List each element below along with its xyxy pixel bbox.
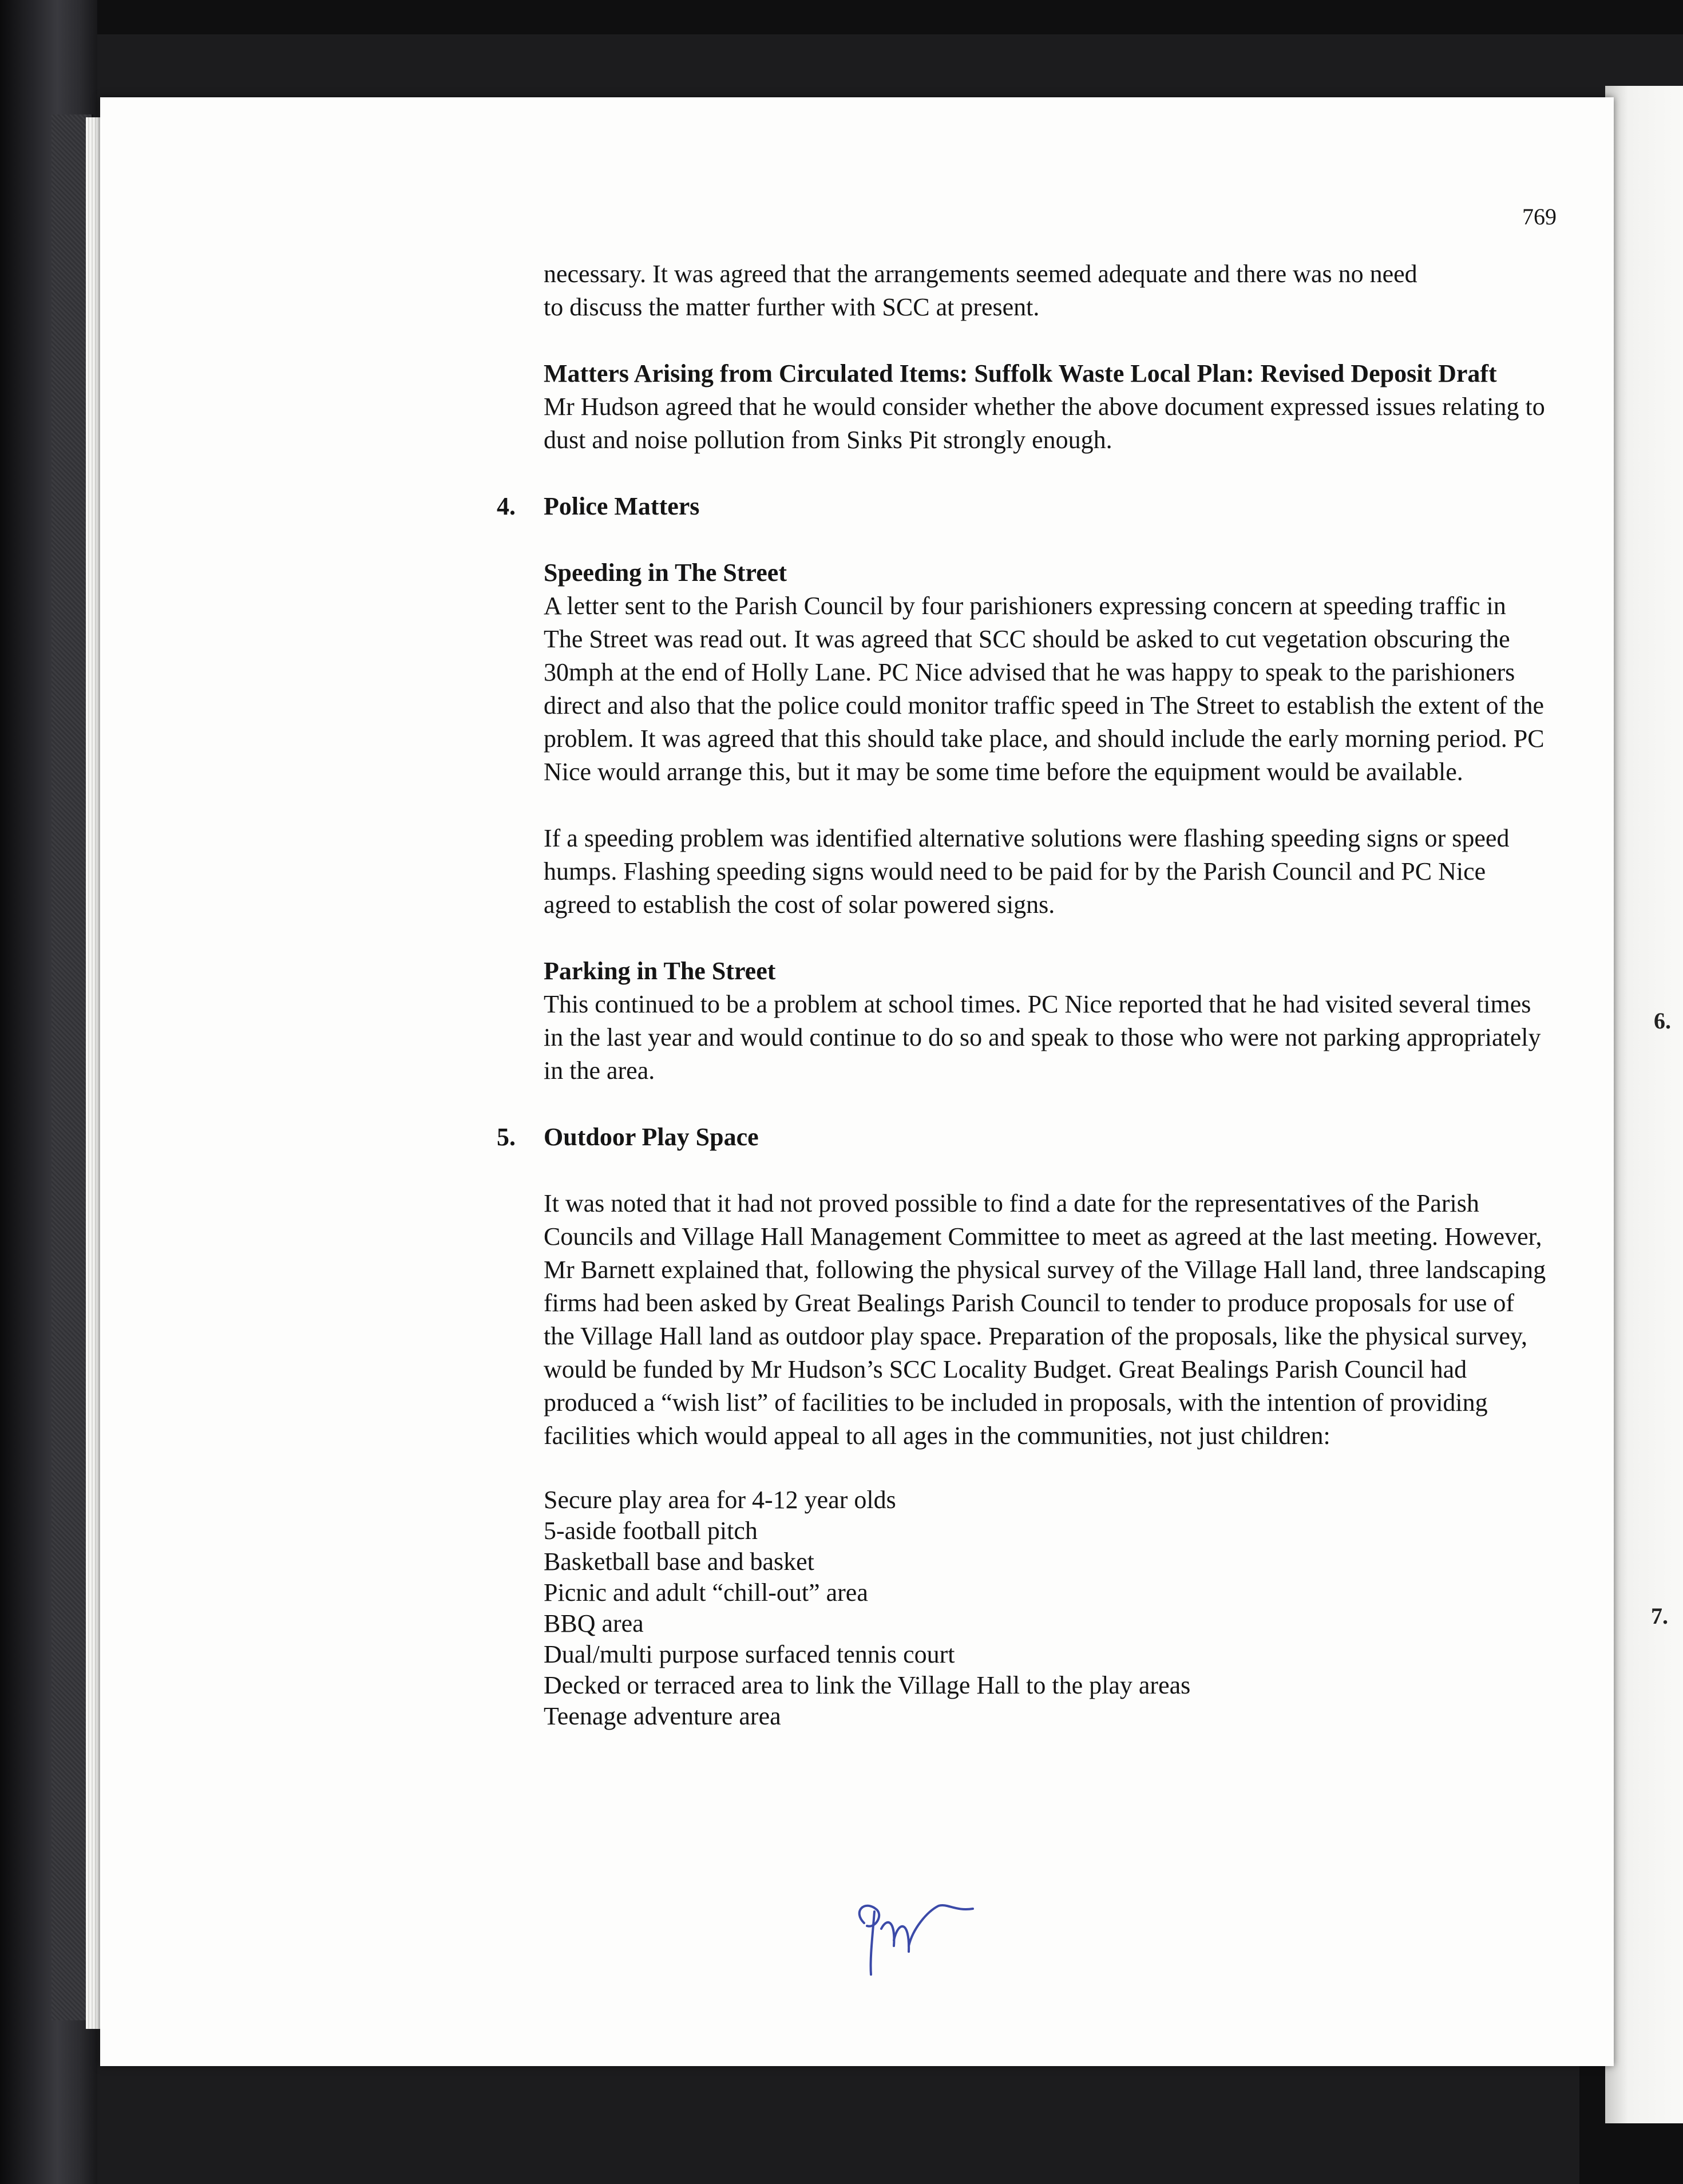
next-page-number-7: 7. [1651,1603,1668,1629]
list-item: 5-aside football pitch [544,1517,758,1545]
page-number: 769 [1522,204,1557,230]
section-5-number: 5. [497,1123,516,1151]
speeding-paragraph-1: A letter sent to the Parish Council by four parishioners expressing concern at speeding traffic in The Street was read out. It was agreed that SCC should be asked to cut vegetation obscuring the 30mph at the end of Holly Lane. PC Nice advised that he was happy to speak to the parishioners direct and also that the police could monitor traffic speed in The Street to establish the extent of the problem. It was agreed that this should take place, and should include the early morning period. PC Nice would arrange this, but it may be some time before the equipment would be available. [544,592,1545,786]
section-5 [497,1121,1551,1154]
section-4 [497,490,1551,523]
play-space-text: It was noted that it had not proved possible to find a date for the representatives of the Parish Councils and Village Hall Management Committee to meet as agreed at the last meeting. However, Mr Barnett explained that, following the physical survey of the Village Hall land, three landscaping firms had been asked by Great Bealings Parish Council to tender to produce proposals for use of the Village Hall land as outdoor play space. Preparation of the proposals, like the physical survey, would be funded by Mr Hudson’s SCC Locality Budget. Great Bealings Parish Council had produced a “wish list” of facilities to be included in proposals, with the intention of providing facilities which would appeal to all ages in the communities, not just children: [544,1189,1546,1450]
matters-arising-text: Mr Hudson agreed that he would consider whether the above document expressed issues relating to dust and noise pollution from Sinks Pit strongly enough. [544,393,1545,454]
list-item: Secure play area for 4-12 year olds [544,1486,896,1514]
matters-arising-heading: Matters Arising from Circulated Items: Suffolk Waste Local Plan: Revised Deposit Draft [544,359,1497,387]
section-4-title: Police Matters [544,492,700,520]
speeding-paragraph-2: If a speeding problem was identified alternative solutions were flashing speeding signs or speed humps. Flashing speeding signs would need to be paid for by the Parish Council and PC Nice agreed to establish the cost of solar powered signs. [544,824,1510,919]
list-item: BBQ area [544,1609,644,1637]
parking-heading: Parking in The Street [544,957,776,985]
section-4-number: 4. [497,492,516,520]
list-item: Decked or terraced area to link the Village Hall to the play areas [544,1671,1191,1699]
section-5-title: Outdoor Play Space [544,1123,759,1151]
document-body [497,258,1551,1732]
speeding-heading: Speeding in The Street [544,559,787,587]
intro-line-1: necessary. It was agreed that the arrangements seemed adequate and there was no need [544,260,1417,288]
list-item: Dual/multi purpose surfaced tennis court [544,1640,955,1668]
binder-top-edge [0,0,1683,34]
intro-line-2: to discuss the matter further with SCC at present. [544,293,1040,321]
parking-text: This continued to be a problem at school times. PC Nice reported that he had visited several times in the last year and would continue to do so and speak to those who were not parking appropriately in the area. [544,990,1541,1085]
list-item: Teenage adventure area [544,1702,781,1730]
next-page-number-6: 6. [1654,1008,1671,1034]
binder-spine [0,0,97,2184]
facilities-list [544,1485,1551,1732]
list-item: Picnic and adult “chill-out” area [544,1578,868,1607]
list-item: Basketball base and basket [544,1548,814,1576]
next-page-edge [1605,86,1683,2123]
signature-initials [841,1889,1001,1980]
